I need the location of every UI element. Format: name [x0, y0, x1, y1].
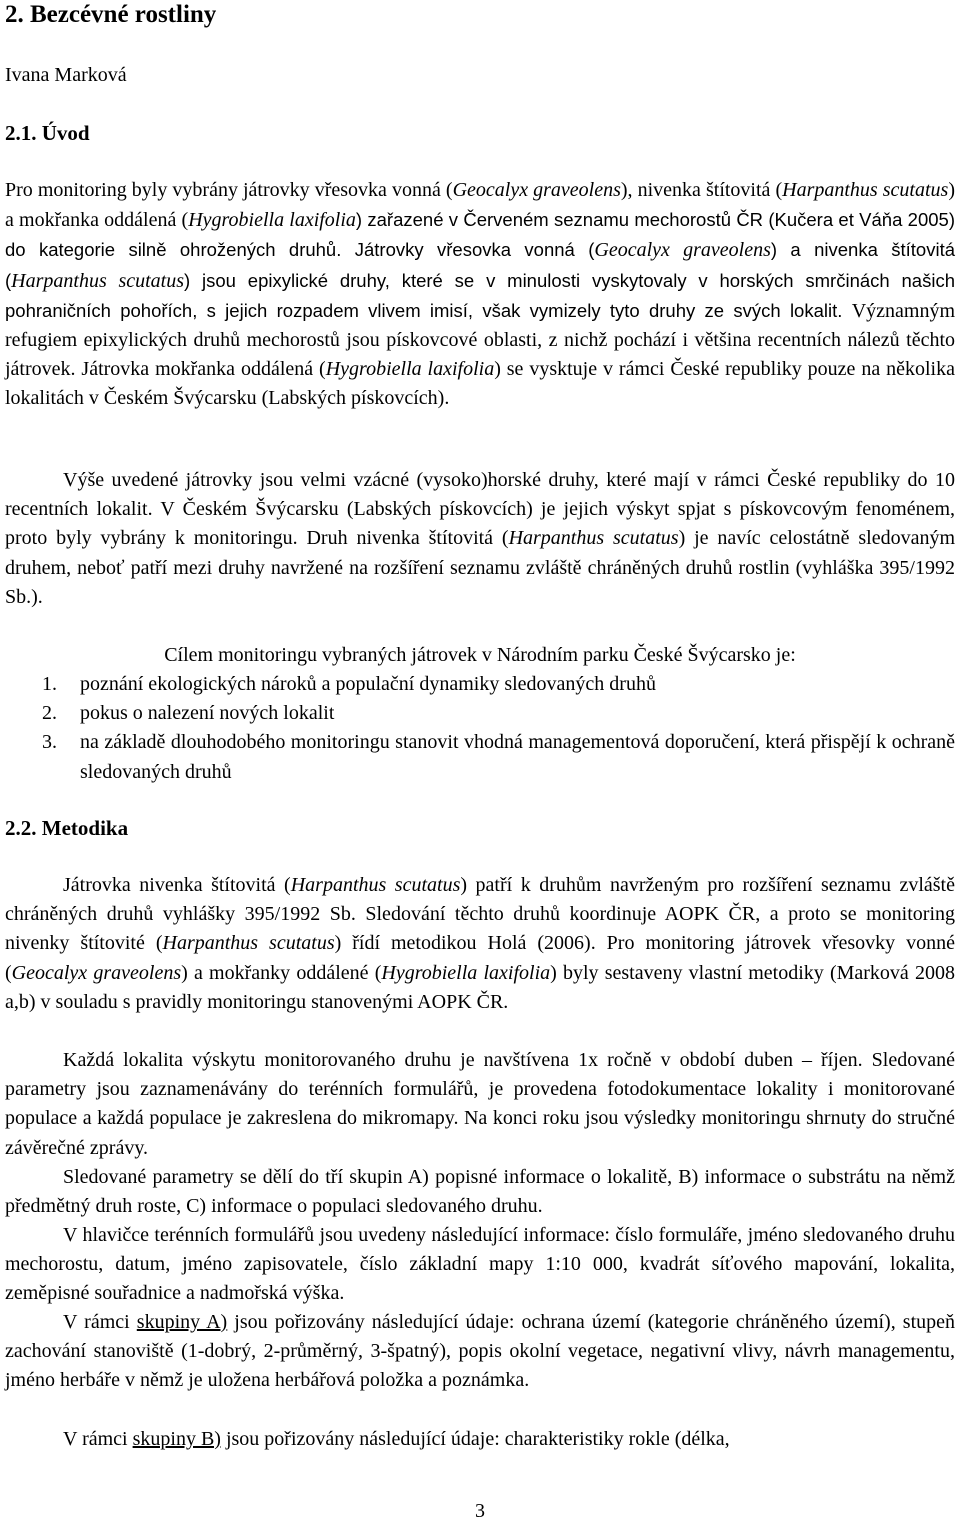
method-paragraph-3: Sledované parametry se dělí do tří skupin A) popisné informace o lokalitě, B) informace o substrátu na němž předmětný druh roste, C) informace o populaci sledovaného druhu.: [5, 1166, 955, 1218]
method-paragraph-5: V rámci skupiny A) jsou pořizovány následující údaje: ochrana území (kategorie chráněného území), stupeň zachování stanoviště (1-dobrý, 2-průměrný, 3-špatný), popis okolní vegetace, negativní vlivy, návrh managementu, jméno herbáře v němž je uložena herbářová položka a poznámka.: [5, 1311, 956, 1392]
section-heading-intro: 2.1. Úvod: [5, 121, 90, 145]
goal-list: [5, 670, 955, 787]
group-a-label: skupiny A): [136, 1311, 228, 1333]
list-item: 2. pokus o nalezení nových lokalit: [42, 702, 335, 725]
method-paragraph-2: Každá lokalita výskytu monitorovaného druhu je navštívena 1x ročně v období duben – říjen. Sledované parametry jsou zaznamenávány do terénních formulářů, je provedena fotodokumentace lokality i monitorované populace a každá populace je zakreslena do mikromapy. Na konci roku jsou výsledky monitoringu shrnuty do stručné závěrečné zprávy.: [5, 1049, 955, 1159]
method-paragraph-4: V hlavičce terénních formulářů jsou uvedeny následující informace: číslo formuláře, jméno sledovaného druhu mechorostu, datum, jméno zapisovatele, číslo základní mapy 1:10 000, kvadrát síťového mapování, lokalita, zeměpisné souřadnice a nadmořská výška.: [5, 1224, 955, 1305]
group-b-label: skupiny B): [132, 1428, 221, 1450]
list-item: 1. poznání ekologických nároků a populační dynamiky sledovaných druhů: [42, 673, 656, 695]
method-paragraph-6: V rámci skupiny B) jsou pořizovány následující údaje: charakteristiky rokle (délka,: [63, 1428, 730, 1450]
intro-paragraph-1: Pro monitoring byly vybrány játrovky vřesovka vonná (Geocalyx graveolens), nivenka štítovitá (Harpanthus scutatus) a mokřanka oddálená (Hygrobiella laxifolia) zařazené v Červeném seznamu mechorostů ČR (Kučera et Váňa 2005) do kategorie silně ohrožených druhů. Játrovky vřesovka vonná (Geocalyx graveolens) a nivenka štítovitá (Harpanthus scutatus) jsou epixylické druhy, které se v minulosti vyskytovaly v horských smrčinách našich pohraničních pohořích, s jejich rozpadem vlivem imisí, však vymizely tyto druhy ze svých lokalit. Významným refugiem epixylických druhů mechorostů jsou pískovcové oblasti, z nichž pochází i většina recentních nálezů těchto játrovek. Játrovka mokřanka oddálená (Hygrobiella laxifolia) se vysktuje v rámci České republiky pouze na několika lokalitách v Českém Švýcarsku (Labských pískovcích).: [5, 179, 955, 410]
method-paragraph-1: Játrovka nivenka štítovitá (Harpanthus scutatus) patří k druhům navrženým pro rozšíření seznamu zvláště chráněných druhů vyhlášky 395/1992 Sb. Sledování těchto druhů koordinuje AOPK ČR, a proto se monitoring nivenky štítovité (Harpanthus scutatus) řídí metodikou Holá (2006). Pro monitoring játrovek vřesovky vonné (Geocalyx graveolens) a mokřanky oddálené (Hygrobiella laxifolia) byly sestaveny vlastní metodiky (Marková 2008 a,b) v souladu s pravidly monitoringu stanovenými AOPK ČR.: [5, 874, 955, 1013]
author-name: Ivana Marková: [5, 64, 127, 86]
chapter-title: 2. Bezcévné rostliny: [5, 1, 217, 28]
goal-statement: Cílem monitoringu vybraných játrovek v Národním parku České Švýcarsko je:: [164, 644, 796, 666]
section-heading-methodology: 2.2. Metodika: [5, 816, 129, 840]
page-number: 3: [475, 1500, 485, 1522]
list-item: 3. na základě dlouhodobého monitoringu stanovit vhodná managementová doporučení, která přispějí k ochraně sledovaných druhů: [42, 731, 955, 783]
intro-paragraph-2: Výše uvedené játrovky jsou velmi vzácné (vysoko)horské druhy, které mají v rámci České republiky do 10 recentních lokalit. V Českém Švýcarsku (Labských pískovcích) je jejich výskyt spjat s pískovcovým fenoménem, proto byly vybrány k monitoringu. Druh nivenka štítovitá (Harpanthus scutatus) je navíc celostátně sledovaným druhem, neboť patří mezi druhy navržené na rozšíření seznamu zvláště chráněných druhů rostlin (vyhláška 395/1992 Sb.).: [5, 469, 956, 608]
